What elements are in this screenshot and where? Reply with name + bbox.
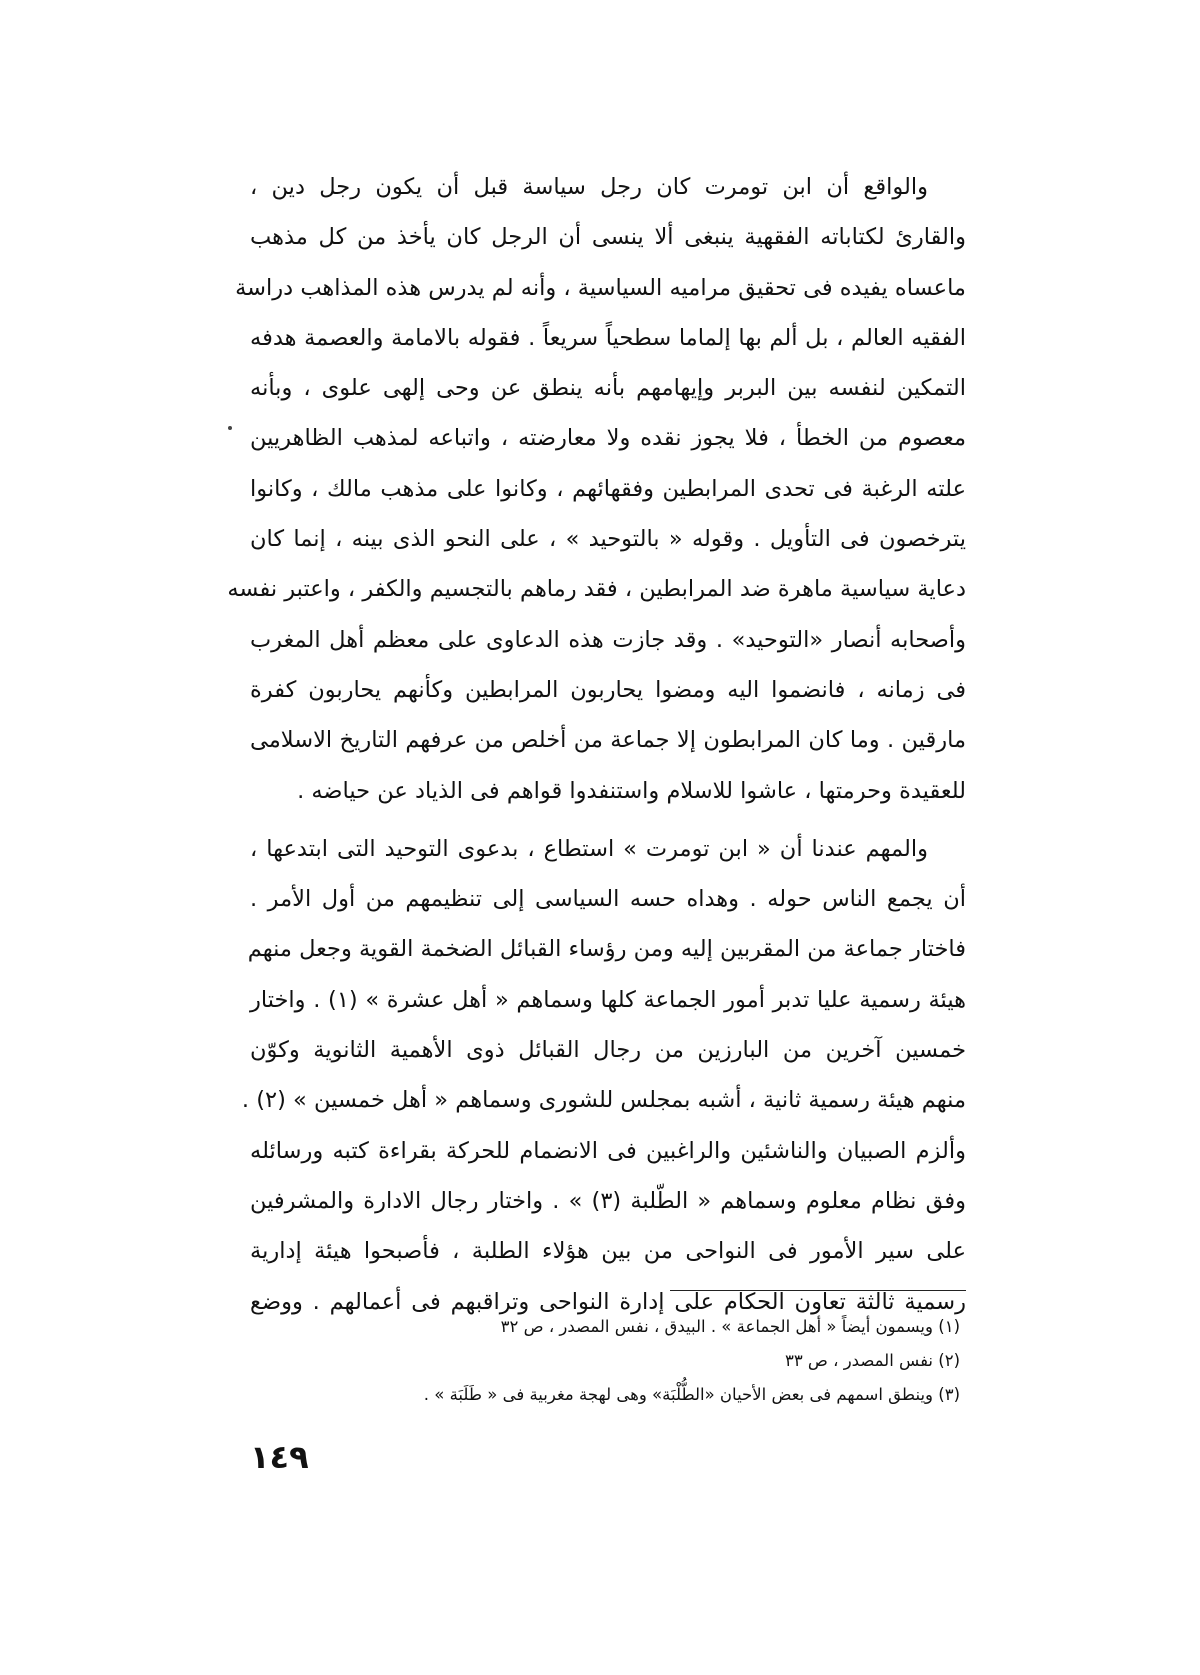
footnote-divider bbox=[670, 1290, 966, 1291]
text-line: وألزم الصبيان والناشئين والراغبين فى الانضمام للحركة بقراءة كتبه ورسائله bbox=[250, 1137, 966, 1164]
text-line: الفقيه العالم ، بل ألم بها إلماما سطحياً سريعاً . فقوله بالامامة والعصمة هدفه bbox=[250, 324, 966, 351]
text-line: على سير الأمور فى النواحى من بين هؤلاء الطلبة ، فأصبحوا هيئة إدارية bbox=[250, 1238, 966, 1265]
text-line: مارقين . وما كان المرابطون إلا جماعة من أخلص من عرفهم التاريخ الاسلامى bbox=[250, 727, 966, 754]
text-line: والواقع أن ابن تومرت كان رجل سياسة قبل أن يكون رجل دين ، bbox=[250, 174, 928, 200]
text-line: فاختار جماعة من المقربين إليه ومن رؤساء القبائل الضخمة القوية وجعل منهم bbox=[247, 936, 966, 963]
page-number: ١٤٩ bbox=[250, 1438, 309, 1476]
footnote-2: (٢) نفس المصدر ، ص ٣٣ bbox=[784, 1351, 960, 1370]
text-line: أن يجمع الناس حوله . وهداه حسه السياسى إلى تنظيمهم من أول الأمر . bbox=[250, 886, 966, 913]
text-line: فى زمانه ، فانضموا اليه ومضوا يحاربون المرابطين وكأنهم يحاربون كفرة bbox=[250, 676, 966, 703]
main-text bbox=[227, 162, 966, 1327]
text-line: والمهم عندنا أن « ابن تومرت » استطاع ، بدعوى التوحيد التى ابتدعها ، bbox=[250, 835, 928, 862]
text-line: وأصحابه أنصار «التوحيد» . وقد جازت هذه الدعاوى على معظم أهل المغرب bbox=[250, 626, 966, 653]
text-line: خمسين آخرين من البارزين من رجال القبائل ذوى الأهمية الثانوية وكوّن bbox=[250, 1037, 966, 1064]
text-line: منهم هيئة رسمية ثانية ، أشبه بمجلس للشورى وسماهم « أهل خمسين » (٢) . bbox=[241, 1087, 966, 1114]
text-line: علته الرغبة فى تحدى المرابطين وفقهائهم ، وكانوا على مذهب مالك ، وكانوا bbox=[250, 475, 966, 502]
footnote-3: (٣) وينطق اسمهم فى بعض الأحيان «الطُّلْبَة» وهى لهجة مغربية فى « طَلَبَة » . bbox=[423, 1385, 960, 1404]
text-line: ماعساه يفيده فى تحقيق مراميه السياسية ، وأنه لم يدرس هذه المذاهب دراسة bbox=[235, 274, 966, 301]
text-line: وفق نظام معلوم وسماهم « الطّلبة (٣) » . واختار رجال الادارة والمشرفين bbox=[250, 1187, 966, 1214]
text-line: رسمية ثالثة تعاون الحكام على إدارة النواحى وتراقبهم فى أعمالهم . ووضع bbox=[250, 1288, 966, 1315]
text-line: معصوم من الخطأ ، فلا يجوز نقده ولا معارضته ، واتباعه لمذهب الظاهريين bbox=[250, 425, 966, 452]
text-line: للعقيدة وحرمتها ، عاشوا للاسلام واستنفدوا قواهم فى الذياد عن حياضه . bbox=[297, 777, 966, 804]
footnotes bbox=[250, 1310, 966, 1412]
text-line: هيئة رسمية عليا تدبر أمور الجماعة كلها وسماهم « أهل عشرة » (١) . واختار bbox=[250, 986, 966, 1013]
print-speck bbox=[228, 426, 232, 430]
text-line: دعاية سياسية ماهرة ضد المرابطين ، فقد رماهم بالتجسيم والكفر ، واعتبر نفسه bbox=[227, 576, 966, 603]
text-line: والقارئ لكتاباته الفقهية ينبغى ألا ينسى أن الرجل كان يأخذ من كل مذهب bbox=[250, 224, 966, 251]
text-line: يترخصون فى التأويل . وقوله « بالتوحيد » ، على النحو الذى بينه ، إنما كان bbox=[250, 526, 966, 553]
footnote-1: (١) ويسمون أيضاً « أهل الجماعة » . البيدق ، نفس المصدر ، ص ٣٢ bbox=[500, 1317, 960, 1336]
paragraph-2 bbox=[241, 824, 966, 1327]
text-line: التمكين لنفسه بين البربر وإيهامهم بأنه ينطق عن وحى إلهى علوى ، وبأنه bbox=[250, 375, 966, 402]
paragraph-gap bbox=[250, 816, 966, 824]
paragraph-1 bbox=[227, 162, 966, 816]
